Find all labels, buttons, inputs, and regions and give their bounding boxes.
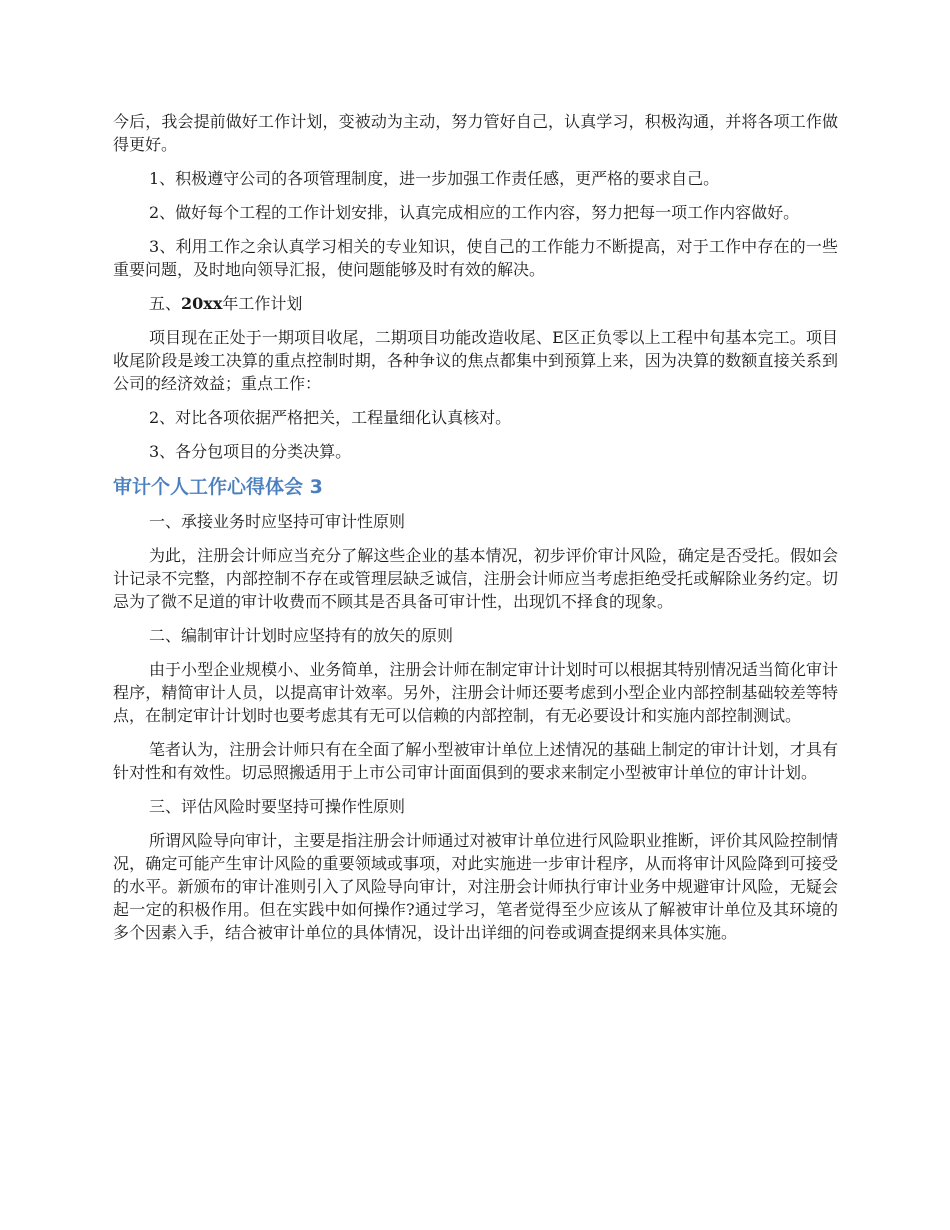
paragraph-plan-item-2: 2、做好每个工程的工作计划安排，认真完成相应的工作内容，努力把每一项工作内容做好。 xyxy=(149,203,800,222)
subheading-year-plan-suffix: 年工作计划 xyxy=(222,294,303,313)
paragraph-plan-item-3: 3、利用工作之余认真学习相关的专业知识，使自己的工作能力不断提高，对于工作中存在的一些重要问题，及时地向领导汇报，使问题能够及时有效的解决。 xyxy=(113,237,838,279)
subheading-year-plan xyxy=(113,292,838,315)
section-heading: 审计个人工作心得体会 3 xyxy=(113,476,323,498)
subheading-risk-assessment: 三、评估风险时要坚持可操作性原则 xyxy=(149,797,406,816)
paragraph-risk-assessment: 所谓风险导向审计，主要是指注册会计师通过对被审计单位进行风险职业推断，评价其风险控制情况，确定可能产生审计风险的重要领域或事项，对此实施进一步审计程序，从而将审计风险降到可接受的水平。新颁布的审计准则引入了风险导向审计，对注册会计师执行审计业务中规避审计风险，无疑会起一定的积极作用。但在实践中如何操作?通过学习，笔者觉得至少应该从了解被审计单位及其环境的多个因素入手，结合被审计单位的具体情况，设计出详细的问卷或调查提纲来具体实施。 xyxy=(113,831,838,942)
subheading-audit-plan: 二、编制审计计划时应坚持有的放矢的原则 xyxy=(149,626,454,645)
paragraph-plan-intro: 今后，我会提前做好工作计划，变被动为主动，努力管好自己，认真学习，积极沟通，并将各项工作做得更好。 xyxy=(113,112,838,154)
subheading-year-plan-prefix: 五、 xyxy=(149,294,182,313)
document-page xyxy=(113,110,838,955)
paragraph-key-work-3: 3、各分包项目的分类决算。 xyxy=(149,442,352,461)
paragraph-project-status: 项目现在正处于一期项目收尾，二期项目功能改造收尾、E区正负零以上工程中旬基本完工。项目收尾阶段是竣工决算的重点控制时期，各种争议的焦点都集中到预算上来，因为决算的数额直接关系到公司的经济效益；重点工作： xyxy=(113,328,838,393)
paragraph-auditability: 为此，注册会计师应当充分了解这些企业的基本情况，初步评价审计风险，确定是否受托。假如会计记录不完整，内部控制不存在或管理层缺乏诚信，注册会计师应当考虑拒绝受托或解除业务约定。切忌为了微不足道的审计收费而不顾其是否具备可审计性，出现饥不择食的现象。 xyxy=(113,546,838,611)
paragraph-audit-plan-1: 由于小型企业规模小、业务简单，注册会计师在制定审计计划时可以根据其特别情况适当简化审计程序，精简审计人员，以提高审计效率。另外，注册会计师还要考虑到小型企业内部控制基础较差等特点，在制定审计计划时也要考虑其有无可以信赖的内部控制，有无必要设计和实施内部控制测试。 xyxy=(113,660,838,725)
subheading-year-plan-year: 20xx xyxy=(181,294,223,313)
paragraph-plan-item-1: 1、积极遵守公司的各项管理制度，进一步加强工作责任感，更严格的要求自己。 xyxy=(149,169,720,188)
subheading-auditability: 一、承接业务时应坚持可审计性原则 xyxy=(149,512,406,531)
paragraph-audit-plan-2: 笔者认为，注册会计师只有在全面了解小型被审计单位上述情况的基础上制定的审计计划，才具有针对性和有效性。切忌照搬适用于上市公司审计面面俱到的要求来制定小型被审计单位的审计计划。 xyxy=(113,740,838,782)
paragraph-key-work-2: 2、对比各项依据严格把关，工程量细化认真核对。 xyxy=(149,408,512,427)
